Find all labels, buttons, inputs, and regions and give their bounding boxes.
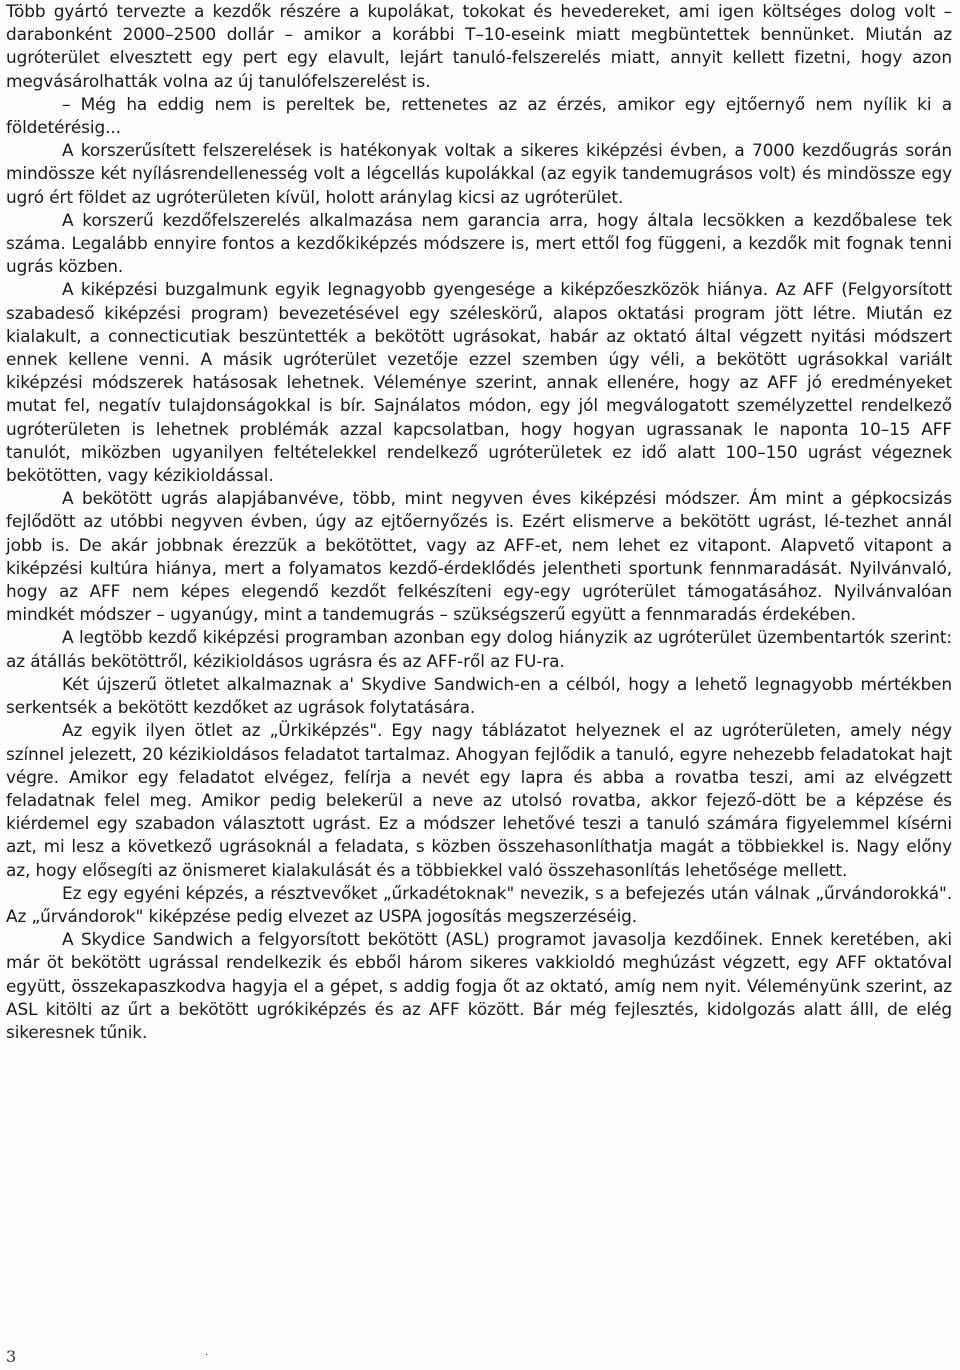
paragraph-8: Két újszerű ötletet alkalmaznak a' Skydive Sandwich-en a célból, hogy a lehető legnagyobb mértékben serkentsék a bekötött kezdőket az ugrások folytatására. — [6, 673, 952, 718]
paragraph-6: A bekötött ugrás alapjábanvéve, több, mint negyven éves kiképzési módszer. Ám mint a gépkocsizás fejlődött az utóbbi negyven évben, úgy az ejtőernyőzés is. Ezért elismerve a bekötött ugrást, lé-tezhet annál jobb is. De akár jobbnak érezzük a bekötöttet, vagy az AFF-et, nem lehet ez vitapont. Alapvető vitapont a kiképzési kultúra hiánya, mert a folyamatos kezdő-érdeklődés jelentheti sportunk fennmaradását. Nyilvánvaló, hogy az AFF nem képes elegendő kezdőt felkészíteni egy-egy ugróterület támogatásához. Nyilvánvalóan mindkét módszer – ugyanúgy, mint a tandemugrás – szükségszerű együtt a fennmaradás érdekében. — [6, 488, 952, 625]
paragraph-2: – Még ha eddig nem is pereltek be, rettenetes az az érzés, amikor egy ejtőernyő nem nyílik ki a földetérésig... — [6, 93, 952, 138]
paragraph-3: A korszerűsített felszerelések is hatékonyak voltak a sikeres kiképzési évben, a 7000 kezdőugrás során mindössze két nyílásrendellenesség volt a légcellás kupolákkal (az egyik tandemugrásos volt) és mindössze egy ugró ért földet az ugróterületen kívül, holott aránylag kicsi az ugróterület. — [6, 140, 952, 207]
stray-mark: · — [205, 1350, 209, 1361]
paragraph-4: A korszerű kezdőfelszerelés alkalmazása nem garancia arra, hogy általa lecsökken a kezdőbalese tek száma. Legalább ennyire fontos a kezdőkiképzés módszere is, mert ettől fog függeni, a kezdők mit fognak tenni ugrás közben. — [6, 209, 952, 277]
paragraph-1: Több gyártó tervezte a kezdők részére a kupolákat, tokokat és hevedereket, ami igen költséges dolog volt – darabonként 2000–2500 dollár – amikor a korábbi T–10-eseink miatt megbüntettek bennünket. Miután az ugróterület elvesztett egy pert egy elavult, lejárt tanuló-felszerelés miatt, annyit kellett fizetni, hogy azon megvásárolhatták volna az új tanulófelszerelést is. — [6, 1, 952, 91]
paragraph-9: Az egyik ilyen ötlet az „Ürkiképzés". Egy nagy táblázatot helyeznek el az ugróterületen, amely négy színnel jelezett, 20 kézikioldásos feladatot tartalmaz. Ahogyan fejlődik a tanuló, egyre nehezebb feladatokat hajt végre. Amikor egy feladatot elvégez, felírja a nevét egy lapra és abba a rovatba teszi, ami az elvégzett feladatnak felel meg. Amikor pedig belekerül a neve az utolsó rovatba, akkor fejező-dött be a képzése és kiérdemel egy szabadon választott ugrást. Ez a módszer lehetővé teszi a tanuló számára figyelemmel kísérni azt, mi lesz a következő ugrásoknál a feladata, s közben összehasonlíthatja magát a többiekkel is. Nagy előny az, hogy elősegíti az önismeret kialakulását és a többiekkel való összehasonlítás lehetősége mellett. — [6, 720, 952, 880]
body-text — [6, 0, 952, 1044]
paragraph-5: A kiképzési buzgalmunk egyik legnagyobb gyengesége a kiképzőeszközök hiánya. Az AFF (Felgyorsított szabadeső kiképzési program) bevezetésével egy széleskörű, alapos oktatási program jött létre. Miután ez kialakult, a connecticutiak beszüntették a bekötött ugrásokat, habár az oktató által végzett nyitási módszert ennek kellene venni. A másik ugróterület vezetője ezzel szemben úgy véli, a bekötött ugrásokkal variált kiképzési módszerek hatásosak lehetnek. Véleménye szerint, annak ellenére, hogy az AFF jó eredményeket mutat fel, negatív tulajdonságokkal is bír. Sajnálatos módon, egy jól megválogatott személyzettel rendelkező ugróterületen is lehetnek problémák azzal kapcsolatban, hogy hogyan ugrassanak le naponta 10–15 AFF tanulót, miközben ugyanilyen feltételekkel rendelkező ugróterületek ez idő alatt 100–150 ugrást végeznek bekötötten, vagy kézikioldással. — [6, 279, 952, 486]
page-number: 3 — [6, 1347, 17, 1366]
paragraph-11: A Skydice Sandwich a felgyorsított bekötött (ASL) programot javasolja kezdőinek. Ennek keretében, aki már öt bekötött ugrással rendelkezik és ebből három sikeres vakkioldó meghúzást végzett, egy AFF oktatóval együtt, összekapaszkodva hagyja el a gépet, s addig fogja őt az oktató, amíg nem nyit. Véleményünk szerint, az ASL kitölti az űrt a bekötött ugrókiképzés és az AFF között. Bár még fejlesztés, kidolgozás alatt álll, de elég sikeresnek tűnik. — [6, 929, 952, 1042]
paragraph-10: Ez egy egyéni képzés, a résztvevőket „űrkadétoknak" nevezik, s a befejezés után válnak „űrvándorokká". Az „űrvándorok" kiképzése pedig elvezet az USPA jogosítás megszerzéséig. — [6, 882, 952, 926]
paragraph-7: A legtöbb kezdő kiképzési programban azonban egy dolog hiányzik az ugróterület üzembentartók szerint: az átállás bekötöttről, kézikioldásos ugrásra és az AFF-ről az FU-ra. — [6, 627, 952, 671]
